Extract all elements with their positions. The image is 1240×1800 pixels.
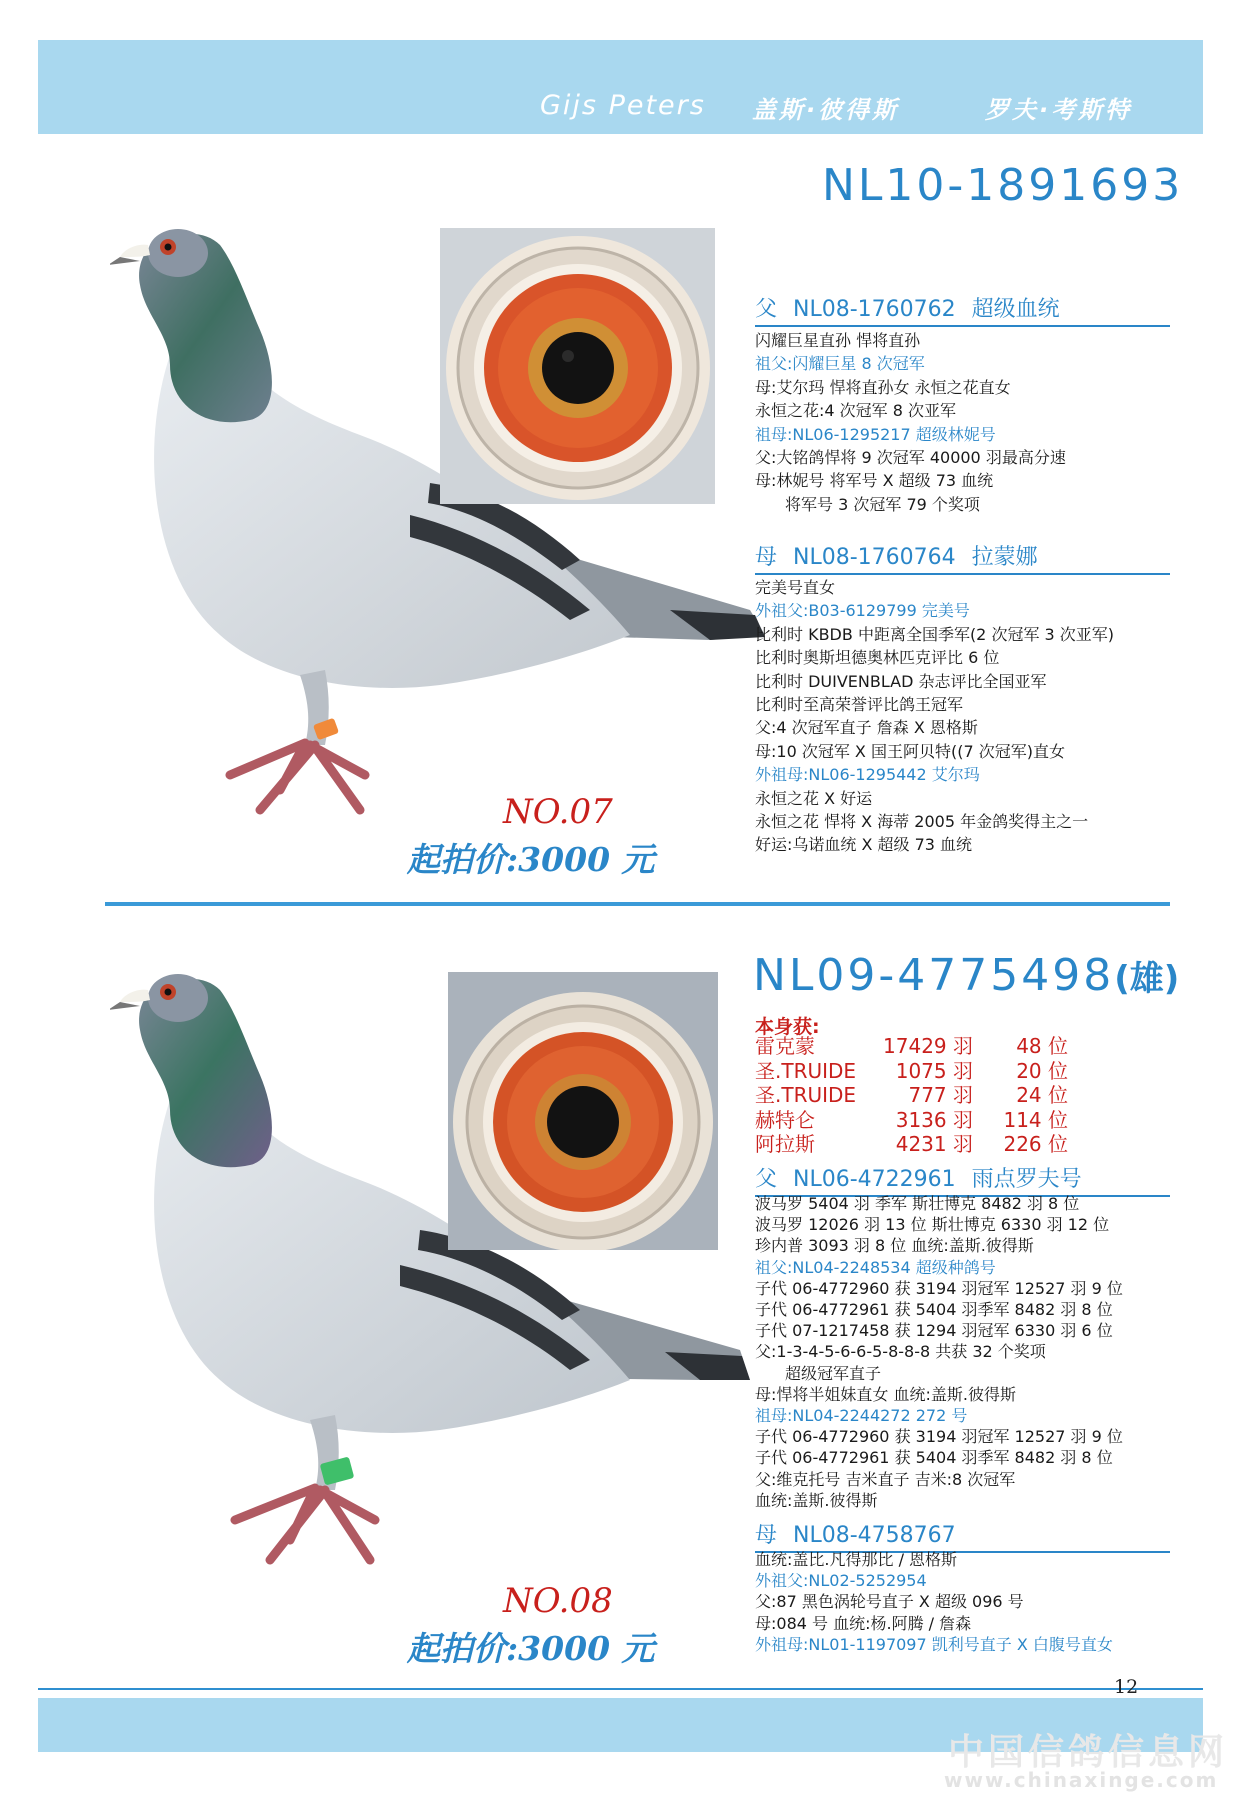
result-birds: 777 羽 <box>908 1083 973 1107</box>
pedigree-line: 完美号直女 <box>755 578 836 597</box>
pedigree-line: 子代 06-4772961 获 5404 羽季军 8482 羽 8 位 <box>755 1300 1113 1320</box>
page-number: 12 <box>1114 1676 1139 1698</box>
pedigree-line: 父:大铭鸽悍将 9 次冠军 40000 羽最高分速 <box>755 448 1066 468</box>
lot1-number: NO.07 <box>503 792 613 832</box>
result-birds: 17429 羽 <box>883 1034 973 1058</box>
lot1-ring-number: NL10-1891693 <box>822 160 1184 211</box>
pedigree-line: 祖母:NL06-1295217 超级林妮号 <box>755 424 996 444</box>
watermark: 中国信鸽信息网 <box>948 1732 1229 1773</box>
result-birds: 3136 羽 <box>895 1107 973 1132</box>
pedigree-line: 子代 07-1217458 获 1294 羽冠军 6330 羽 6 位 <box>755 1321 1113 1341</box>
pedigree-line: 比利时 KBDB 中距离全国季军(2 次冠军 3 次亚军) <box>755 624 1115 644</box>
result-birds: 4231 羽 <box>895 1132 973 1156</box>
pedigree-line: 外祖母:NL06-1295442 艾尔玛 <box>755 765 980 785</box>
eye-photo-lot2 <box>448 972 718 1250</box>
result-place: 阿拉斯 <box>755 1132 815 1156</box>
lot2-ring: NL09-4775498 <box>753 950 1115 1001</box>
pedigree-line: 闪耀巨星直孙 悍将直孙 <box>755 331 921 350</box>
result-rank: 114 位 <box>1003 1107 1068 1132</box>
lot1-dam-pedigree <box>755 576 1114 857</box>
pedigree-line: 子代 06-4772961 获 5404 羽季军 8482 羽 8 位 <box>755 1448 1113 1468</box>
lot2-sire-label: 父 <box>755 1167 778 1192</box>
pedigree-line: 永恒之花 X 好运 <box>755 788 873 808</box>
lot1-dam-label: 母 <box>755 545 778 570</box>
pedigree-line: 比利时奥斯坦德奥林匹克评比 6 位 <box>755 648 1000 668</box>
pedigree-line: 母:10 次冠军 X 国王阿贝特((7 次冠军)直女 <box>755 741 1065 761</box>
pedigree-line: 父:维克托号 吉米直子 吉米:8 次冠军 <box>755 1469 1016 1489</box>
result-row <box>755 1083 1068 1108</box>
result-row <box>755 1034 1068 1059</box>
pedigree-line: 永恒之花 悍将 X 海蒂 2005 年金鸽奖得主之一 <box>755 812 1089 832</box>
pedigree-line: 父:87 黑色涡轮号直子 X 超级 096 号 <box>755 1592 1024 1612</box>
lot1-dam-header <box>755 540 1170 575</box>
pedigree-line: 父:4 次冠军直子 詹森 X 恩格斯 <box>755 718 978 738</box>
pedigree-line: 父:1-3-4-5-6-6-5-8-8-8 共获 32 个奖项 <box>755 1342 1046 1362</box>
result-rank: 226 位 <box>1003 1132 1068 1156</box>
pedigree-line: 祖父:NL04-2248534 超级种鸽号 <box>755 1257 996 1277</box>
pedigree-line: 母:悍将半姐妹直女 血统:盖斯.彼得斯 <box>755 1384 1016 1404</box>
footer-rule <box>38 1688 1203 1690</box>
pedigree-line: 好运:乌诺血统 X 超级 73 血统 <box>755 835 973 855</box>
result-rank: 24 位 <box>1016 1083 1068 1107</box>
lot2-sire-name: 雨点罗夫号 <box>971 1167 1082 1192</box>
result-rank: 48 位 <box>1016 1034 1068 1058</box>
lot1-dam-ring: NL08-1760764 <box>793 545 956 570</box>
breeder-name-en: Gijs Peters <box>540 90 706 121</box>
watermark-url: www.chinaxinge.com <box>944 1768 1219 1792</box>
lot1-sire-ring: NL08-1760762 <box>793 297 956 322</box>
result-row <box>755 1059 1068 1084</box>
result-place: 赫特仑 <box>755 1107 815 1132</box>
result-place: 圣.TRUIDE <box>755 1083 857 1107</box>
lot2-number: NO.08 <box>503 1581 613 1621</box>
pedigree-line: 比利时至高荣誉评比鸽王冠军 <box>755 695 964 715</box>
pedigree-line: 祖父:闪耀巨星 8 次冠军 <box>755 354 925 374</box>
pedigree-line: 母:艾尔玛 悍将直孙女 永恒之花直女 <box>755 377 1011 397</box>
lot2-sire-ring: NL06-4722961 <box>793 1167 956 1192</box>
lot2-results-table <box>755 1034 1068 1157</box>
pedigree-line: 比利时 DUIVENBLAD 杂志评比全国亚军 <box>755 671 1047 691</box>
breeder-name-cn-2: 罗夫·考斯特 <box>985 96 1133 124</box>
pedigree-line: 外祖父:B03-6129799 完美号 <box>755 601 970 621</box>
lot2-results-title: 本身获: <box>755 1016 820 1038</box>
section-divider <box>105 902 1170 906</box>
lot2-starting-price: 起拍价:3000 元 <box>407 1629 655 1668</box>
lot2-dam-label: 母 <box>755 1523 778 1548</box>
pedigree-line: 母:林妮号 将军号 X 超级 73 血统 <box>755 471 994 491</box>
lot2-sire-pedigree <box>755 1193 1123 1511</box>
lot1-sire-name: 超级血统 <box>971 297 1060 322</box>
result-row <box>755 1108 1068 1133</box>
pedigree-line: 子代 06-4772960 获 3194 羽冠军 12527 羽 9 位 <box>755 1427 1123 1447</box>
result-rank: 20 位 <box>1016 1058 1068 1083</box>
breeder-name-cn: 盖斯·彼得斯 <box>752 96 900 124</box>
pedigree-line: 将军号 3 次冠军 79 个奖项 <box>785 494 980 514</box>
pedigree-line: 外祖父:NL02-5252954 <box>755 1571 927 1591</box>
lot1-sire-label: 父 <box>755 297 778 322</box>
lot1-sire-header <box>755 292 1170 327</box>
pedigree-line: 血统:盖斯.彼得斯 <box>755 1490 878 1510</box>
lot1-starting-price: 起拍价:3000 元 <box>407 840 655 879</box>
pedigree-line: 珍内普 3093 羽 8 位 血统:盖斯.彼得斯 <box>755 1236 1034 1256</box>
pedigree-line: 血统:盖比.凡得那比 / 恩格斯 <box>755 1550 958 1569</box>
result-place: 雷克蒙 <box>755 1034 815 1058</box>
lot2-sire-header <box>755 1162 1170 1197</box>
pedigree-line: 波马罗 5404 羽 季军 斯壮博克 8482 羽 8 位 <box>755 1194 1080 1213</box>
lot1-dam-name: 拉蒙娜 <box>971 545 1038 570</box>
lot2-sex: (雄) <box>1114 959 1180 999</box>
lot2-dam-ring: NL08-4758767 <box>793 1523 956 1548</box>
pedigree-line: 超级冠军直子 <box>785 1363 882 1383</box>
pedigree-line: 永恒之花:4 次冠军 8 次亚军 <box>755 401 957 421</box>
pedigree-line: 祖母:NL04-2244272 272 号 <box>755 1406 968 1426</box>
pedigree-line: 子代 06-4772960 获 3194 羽冠军 12527 羽 9 位 <box>755 1278 1123 1298</box>
pedigree-line: 外祖母:NL01-1197097 凯利号直子 X 白腹号直女 <box>755 1634 1113 1654</box>
eye-photo-lot1 <box>440 228 715 504</box>
pedigree-line: 母:084 号 血统:杨.阿腾 / 詹森 <box>755 1613 972 1633</box>
pedigree-line: 波马罗 12026 羽 13 位 斯壮博克 6330 羽 12 位 <box>755 1215 1110 1235</box>
result-birds: 1075 羽 <box>895 1058 973 1083</box>
lot2-ring-number <box>753 950 1179 1001</box>
lot2-dam-pedigree <box>755 1549 1113 1655</box>
lot2-dam-header <box>755 1518 1170 1553</box>
result-row <box>755 1132 1068 1157</box>
lot1-sire-pedigree <box>755 329 1066 516</box>
result-place: 圣.TRUIDE <box>755 1058 857 1083</box>
